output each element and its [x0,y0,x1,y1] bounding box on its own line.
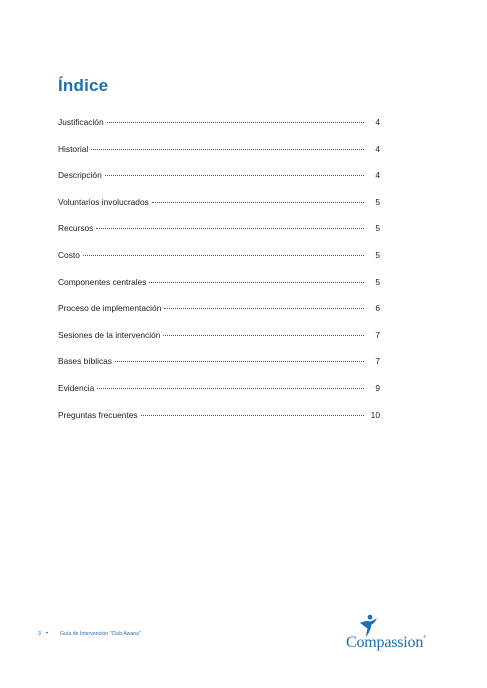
toc-entry-label: Proceso de implementación [58,303,162,314]
toc-entry[interactable] [58,303,380,330]
page-footer [38,631,141,637]
toc-dot-leader [97,388,364,389]
toc-dot-leader [115,361,364,362]
logo-wordmark: Compassion® [346,634,426,651]
toc-dot-leader [149,282,364,283]
page-title: Índice [58,76,109,95]
toc-entry-page-number: 6 [375,303,380,314]
toc-entry-page-number: 4 [375,170,380,181]
toc-entry-label: Bases bíblicas [58,356,112,367]
compassion-logo [346,614,438,656]
toc-entry-label: Justificación [58,117,104,127]
toc-entry[interactable] [58,330,380,357]
toc-entry-label: Costo [58,249,80,260]
toc-dot-leader [164,308,364,309]
toc-entry-label: Preguntas frecuentes [58,409,138,420]
toc-dot-leader [163,335,364,336]
footer-guide-title: Guía de Intervención "Club Awana" [60,631,141,637]
toc-entry[interactable] [58,223,380,250]
toc-dot-leader [91,149,364,150]
toc-dot-leader [152,202,364,203]
footer-page-number: 3 [38,631,41,637]
toc-entry-page-number: 4 [375,117,380,127]
toc-entry-page-number: 5 [375,196,380,207]
toc-entry-label: Componentes centrales [58,276,147,287]
toc-entry-label: Recursos [58,223,94,234]
toc-entry-label: Sesiones de la intervención [58,329,161,340]
toc-dot-leader [141,415,364,416]
toc-dot-leader [96,228,364,229]
toc-entry[interactable] [58,197,380,224]
toc-entry[interactable] [58,250,380,277]
table-of-contents [58,117,380,436]
toc-entry-label: Evidencia [58,382,95,393]
toc-dot-leader [105,175,364,176]
toc-entry-page-number: 4 [375,143,380,154]
toc-entry[interactable] [58,410,380,437]
toc-entry[interactable] [58,117,380,144]
toc-entry-page-number: 9 [375,382,380,393]
toc-entry-page-number: 10 [370,409,380,420]
toc-entry-page-number: 5 [375,249,380,260]
toc-entry-page-number: 5 [375,276,380,287]
toc-entry[interactable] [58,356,380,383]
toc-entry-page-number: 7 [375,329,380,340]
toc-entry-label: Voluntarios involucrados [58,196,149,207]
toc-entry-label: Descripción [58,170,102,181]
toc-entry[interactable] [58,383,380,410]
footer-separator: • [45,631,48,637]
toc-entry[interactable] [58,144,380,171]
toc-entry-page-number: 5 [375,223,380,234]
toc-entry-page-number: 7 [375,356,380,367]
toc-dot-leader [107,122,364,123]
toc-entry-label: Historial [58,143,89,154]
toc-entry[interactable] [58,277,380,304]
toc-entry[interactable] [58,170,380,197]
toc-dot-leader [83,255,364,256]
